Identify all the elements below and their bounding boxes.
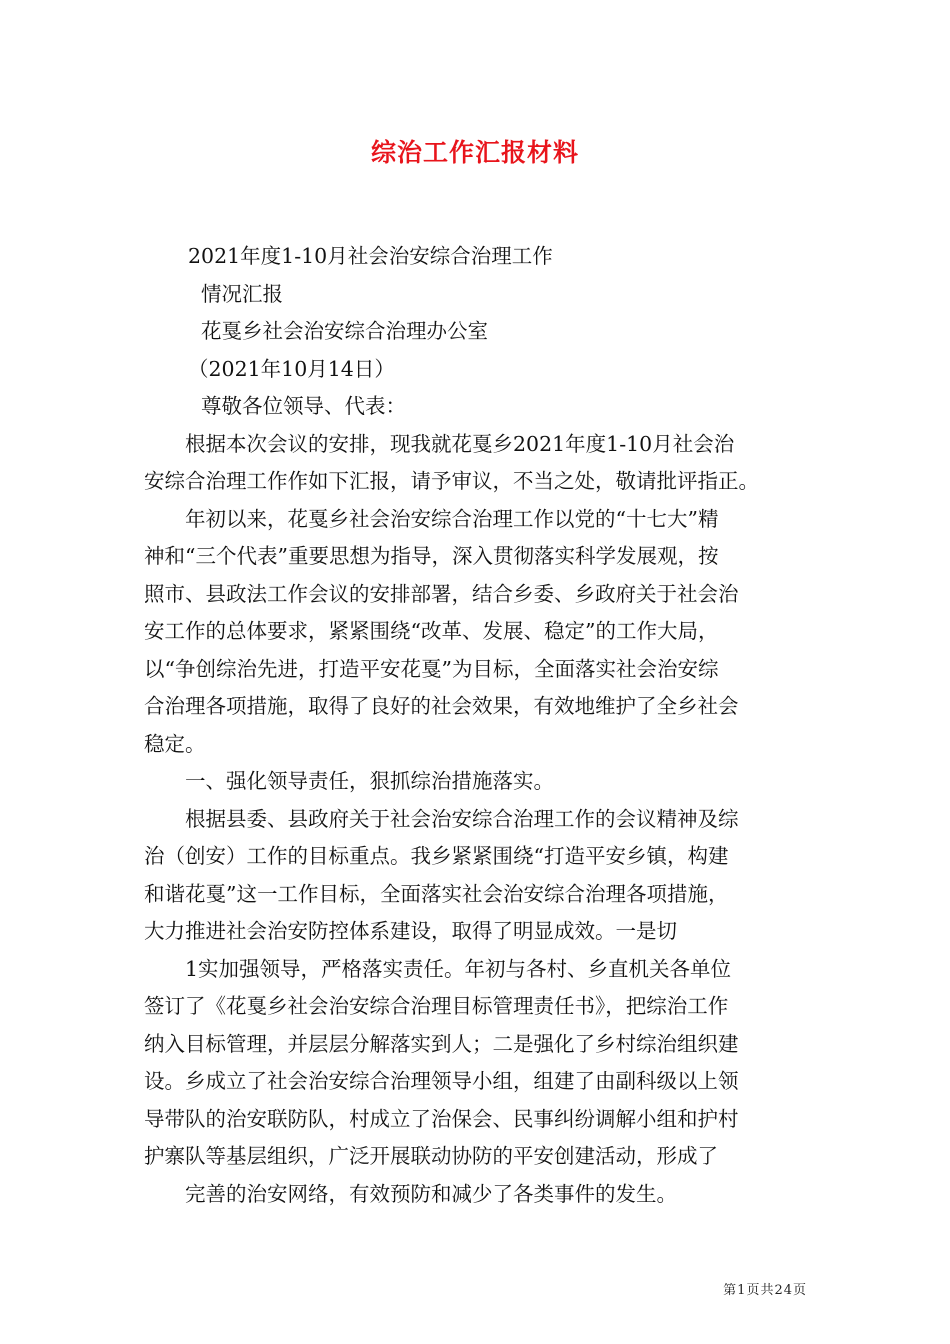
paragraph-line: 根据县委、县政府关于社会治安综合治理工作的会议精神及综 [185,806,739,831]
paragraph-line: 以“争创综治先进，打造平安花戛”为目标，全面落实社会治安综 [144,656,719,681]
paragraph-line: 安综合治理工作作如下汇报，请予审议，不当之处，敬请批评指正。 [144,469,759,493]
paragraph-line: 大力推进社会治安防控体系建设，取得了明显成效。一是切 [144,919,677,943]
header-line-subtitle: 情况汇报 [201,281,283,306]
paragraph-line: 纳入目标管理，并层层分解落实到人；二是强化了乡村综治组织建 [144,1031,739,1056]
page-number-footer: 第1页共24页 [723,1283,807,1298]
paragraph-line: 治（创安）工作的目标重点。我乡紧紧围绕“打造平安乡镇，构建 [144,844,729,868]
header-line-period: 2021年度1-10月社会治安综合治理工作 [188,244,553,268]
paragraph-line: 神和“三个代表”重要思想为指导，深入贯彻落实科学发展观，按 [144,544,719,568]
header-line-salutation: 尊敬各位领导、代表： [201,394,406,418]
paragraph-line: 完善的治安网络，有效预防和减少了各类事件的发生。 [185,1181,677,1206]
paragraph-line: 照市、县政法工作会议的安排部署，结合乡委、乡政府关于社会治 [144,581,739,606]
paragraph-line: 根据本次会议的安排，现我就花戛乡2021年度1-10月社会治 [185,431,735,456]
paragraph-line: 和谐花戛”这一工作目标，全面落实社会治安综合治理各项措施， [144,881,729,906]
paragraph-line: 稳定。 [144,731,206,756]
document-body [144,238,808,1213]
paragraph-line: 1实加强领导，严格落实责任。年初与各村、乡直机关各单位 [185,956,732,981]
header-line-office: 花戛乡社会治安综合治理办公室 [201,319,488,343]
paragraph-line: 设。乡成立了社会治安综合治理领导小组，组建了由副科级以上领 [144,1069,739,1093]
paragraph-line: 安工作的总体要求，紧紧围绕“改革、发展、稳定”的工作大局， [144,619,719,643]
paragraph-line: 合治理各项措施，取得了良好的社会效果，有效地维护了全乡社会 [144,694,739,718]
document-title: 综治工作汇报材料 [370,138,579,167]
paragraph-line: 签订了《花戛乡社会治安综合治理目标管理责任书》，把综治工作 [144,994,729,1018]
paragraph-line: 导带队的治安联防队，村成立了治保会、民事纠纷调解小组和护村 [144,1106,739,1131]
section-heading: 一、强化领导责任，狠抓综治措施落实。 [185,769,554,793]
paragraph-line: 护寨队等基层组织，广泛开展联动协防的平安创建活动，形成了 [144,1144,718,1168]
paragraph-line: 年初以来，花戛乡社会治安综合治理工作以党的“十七大”精 [185,506,719,531]
header-line-date: （2021年10月14日） [188,356,395,381]
